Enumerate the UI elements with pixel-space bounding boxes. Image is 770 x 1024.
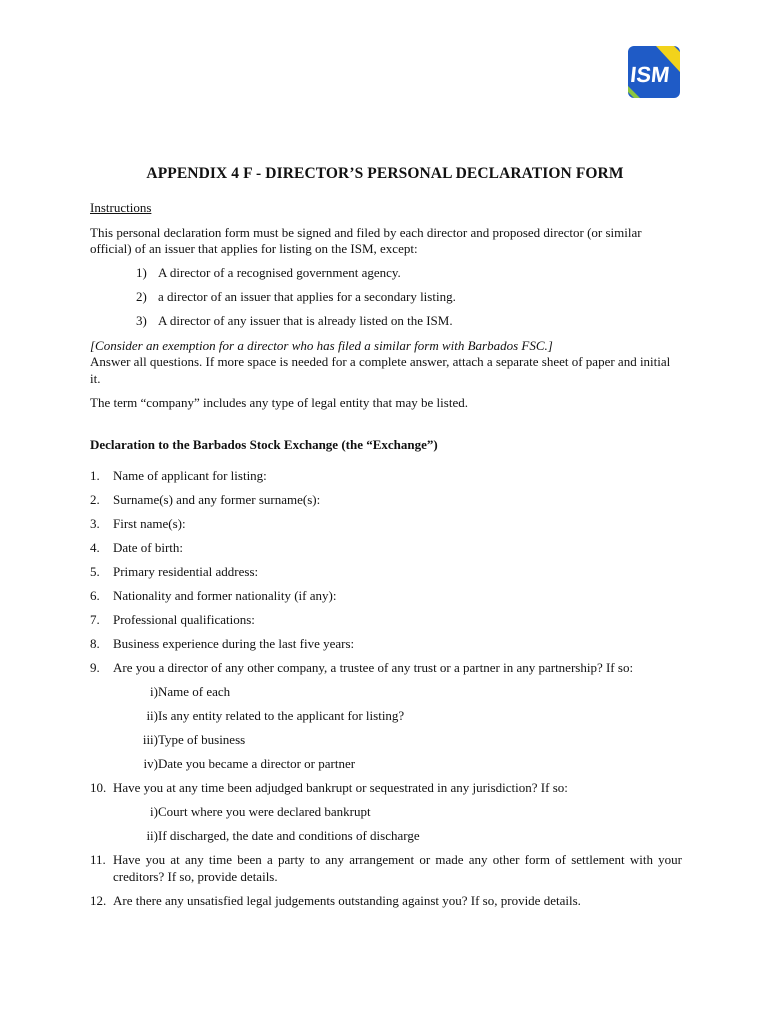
question-text: Primary residential address: (113, 564, 259, 579)
exception-text: A director of a recognised government agency. (158, 265, 401, 280)
exception-text: A director of any issuer that is already listed on the ISM. (158, 313, 453, 328)
sub-question-number: ii) (146, 828, 158, 843)
question-number: 3. (90, 516, 100, 531)
question-item (90, 468, 682, 485)
exception-number: 3) (136, 313, 147, 328)
ism-logo (628, 46, 680, 98)
company-term-note: The term “company” includes any type of legal entity that may be listed. (90, 395, 468, 410)
sub-question-list (136, 804, 682, 845)
sub-question-text: Court where you were declared bankrupt (158, 804, 371, 819)
declaration-heading: Declaration to the Barbados Stock Exchange (the “Exchange”) (90, 436, 438, 452)
question-item (90, 540, 682, 557)
sub-question-item (136, 828, 682, 845)
exception-number: 2) (136, 289, 147, 304)
question-item (90, 588, 682, 605)
sub-question-number: iv) (143, 756, 158, 771)
answer-all-instruction: Answer all questions. If more space is needed for a complete answer, attach a separate sheet of paper and initial it. (90, 354, 671, 386)
question-text: Surname(s) and any former surname(s): (113, 492, 321, 507)
question-text: Are there any unsatisfied legal judgements outstanding against you? If so, provide details. (113, 892, 581, 908)
question-text: Business experience during the last five years: (113, 636, 355, 651)
sub-question-number: i) (150, 684, 158, 699)
question-text: Date of birth: (113, 540, 184, 555)
question-text: Professional qualifications: (113, 612, 255, 627)
question-number: 12. (90, 892, 107, 908)
question-number: 5. (90, 564, 100, 579)
question-text: First name(s): (113, 516, 186, 531)
question-number: 9. (90, 660, 100, 675)
document-body (90, 200, 682, 909)
question-item (90, 780, 682, 845)
sub-question-number: i) (150, 804, 158, 819)
question-text: Have you at any time been a party to any arrangement or made any other form of settlement with your creditors? If so, provide details. (113, 852, 682, 884)
question-number: 8. (90, 636, 100, 651)
exceptions-list (136, 265, 682, 330)
sub-question-item (136, 708, 682, 725)
page-title: APPENDIX 4 F - DIRECTOR’S PERSONAL DECLARATION FORM (146, 165, 624, 182)
exemption-note: [Consider an exemption for a director who has filed a similar form with Barbados FSC.] (90, 337, 553, 353)
question-number: 11. (90, 852, 106, 867)
question-item (90, 852, 682, 885)
question-text: Have you at any time been adjudged bankrupt or sequestrated in any jurisdiction? If so: (113, 780, 568, 795)
instructions-heading: Instructions (90, 200, 152, 215)
question-number: 7. (90, 612, 100, 627)
sub-question-list (136, 684, 682, 773)
question-item (90, 636, 682, 653)
sub-question-item (136, 684, 682, 701)
question-number: 4. (90, 540, 100, 555)
question-text: Nationality and former nationality (if any): (113, 588, 337, 603)
sub-question-text: If discharged, the date and conditions of discharge (158, 828, 420, 843)
sub-question-number: ii) (146, 708, 158, 723)
question-item (90, 612, 682, 629)
instructions-intro: This personal declaration form must be signed and filed by each director and proposed director (or similar official) of an issuer that applies for listing on the ISM, except: (90, 224, 642, 256)
question-item (90, 516, 682, 533)
sub-question-item (136, 756, 682, 773)
question-number: 6. (90, 588, 100, 603)
question-item (90, 660, 682, 773)
sub-question-text: Date you became a director or partner (158, 756, 356, 771)
sub-question-text: Type of business (158, 732, 246, 747)
question-text: Are you a director of any other company, a trustee of any trust or a partner in any partnership? If so: (113, 660, 634, 675)
exception-number: 1) (136, 265, 147, 280)
sub-question-item (136, 732, 682, 749)
question-item (90, 492, 682, 509)
exception-text: a director of an issuer that applies for a secondary listing. (158, 289, 456, 304)
question-number: 1. (90, 468, 100, 483)
sub-question-text: Is any entity related to the applicant for listing? (158, 708, 405, 723)
question-number: 2. (90, 492, 100, 507)
sub-question-number: iii) (142, 732, 158, 747)
question-text: Name of applicant for listing: (113, 468, 267, 483)
sub-question-item (136, 804, 682, 821)
exception-item (136, 289, 682, 306)
exception-item (136, 313, 682, 330)
question-item (90, 564, 682, 581)
exception-item (136, 265, 682, 282)
question-item (90, 893, 682, 910)
questions-list (90, 468, 682, 909)
question-number: 10. (90, 780, 107, 795)
sub-question-text: Name of each (158, 684, 231, 699)
logo-text: ISM (629, 62, 671, 87)
